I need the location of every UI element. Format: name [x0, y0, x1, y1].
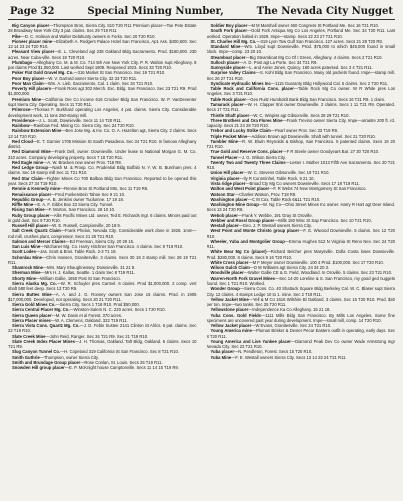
mine-entry	[8, 339, 197, 350]
mine-details: —D M Williams agt Sierra City. 24 34 20 3.	[249, 265, 330, 271]
mine-name: Schonlau Mine	[12, 254, 42, 260]
mine-details: —1111 Mills Bldg San Francisco. By Mills Los Angeles. Some fine specimens are uncovered past year during development. Impe—small mill, comp. 14 T20 R10.	[206, 312, 395, 323]
mine-details: —Alleghany Co. M. & M. Co. 714 5th Ave New York City. P. R. Walton supt Alleghany. 8 pat claims Prod $1,050,000. Last worked Sept 1909. Reopened 1923. Secs 33 T20 R10.	[8, 59, 197, 71]
mine-entry	[8, 86, 197, 97]
mine-details: —W. V. Garrard owner Sierra City. 32 33 T20 R11.	[44, 75, 138, 81]
mine-name: Warren-North Fork Gravel Mines	[210, 275, 276, 281]
mine-details: —Walter Gallie CE & G. Field, Woodland. In Oroville. 5 claims. Sec 23 T21 R10.	[243, 270, 393, 276]
mine-entry	[207, 28, 396, 39]
mine-entry	[207, 328, 396, 339]
mine-details: —Elizabeth A. Rodgers Palace Hotel San Francisco, Ap1 Ass. $400,600. Sec 13 14 23 24 T20 R10.	[8, 38, 197, 50]
mine-details: —Table Rock Mg Co owner. W R White pres Los Angeles. Sec 3 T21 R10.	[206, 86, 395, 97]
mine-name: Thistle Shaft placer	[210, 112, 250, 118]
mine-details: —S. Kohl Bldg San Francisco. Many old pockets found. Impe—stamp mill. Sec 26 27 T21 R10.	[206, 70, 395, 81]
mine-name: Sierra Buttes Mine	[12, 291, 52, 297]
mine-entry	[8, 107, 197, 118]
mine-details: —Sierra City. Secs 1 T19 R10. Prod $50,000.	[55, 302, 140, 308]
mine-name: Poverty Hill placers	[12, 86, 52, 92]
mine-entry	[8, 281, 197, 292]
mine-details: —A. B. Jenkins owner Tuolumne. 17 19 18.	[43, 196, 124, 202]
mine-name: Yellow Jacket Mine	[210, 296, 249, 302]
mine-details: —M F Meyer owner Downieville. 100 4 Prod. $100,000. Sec 17 T20 R10.	[248, 259, 384, 265]
mine-details: —Nash M. & Prosp. Co. Prudential Bldg Buffalo N. Y. W. B. Burnham pres. 4 claims. Sec 19 stamp mill Sec 11 T21 R10.	[8, 165, 197, 176]
mine-name: Smith Guthrie	[12, 354, 40, 360]
mine-entry	[8, 97, 197, 108]
mine-name: Sherman Mine	[12, 270, 41, 276]
mine-name: Premium Mine	[12, 96, 42, 102]
mine-details: —Sec 14-20 Loreline & S. San Francisco, my good ged nuggets found. Sec 1 T21 R10. Worked.	[206, 275, 395, 287]
mine-name: Yuba placer	[210, 349, 235, 355]
mine-name: Russell Hill placer	[12, 223, 49, 229]
mine-details: —Ben Jose Mg. & Inv. Co. O. A. Hazelton agt, Sierra City. 2 claims. Secs 13 14 T20 R10.	[8, 128, 197, 139]
mine-name: Tumbler Mine	[210, 138, 238, 144]
mine-details: —Ily R Cunnninhel, Table Rock. 9 21 10.	[239, 175, 315, 181]
mine-name: Yuba Cons. Gold Fields	[210, 312, 262, 318]
mine-details: —Thomas F. Burkhard operating Los Angeles, 4 pat. claims. Sierra City. Considerable development work, 11 tons 250-stamp mill.	[8, 107, 197, 118]
mine-name: Pioneer placer mine	[12, 38, 53, 44]
mine-name: Sunnyside placer	[210, 65, 246, 71]
mine-details: —Geo. J. P. Westall owners Sierra City.	[238, 223, 312, 229]
mine-name: Rainbow	[12, 123, 30, 129]
mine-entry	[207, 228, 396, 239]
mine-details: —Plumas Brisker & Dexter Pecar Eastern outfit in operating, early days. Sec 8 T20 R11.	[206, 328, 395, 339]
mine-name: Rainbow Extension Mine	[12, 128, 62, 134]
mine-name: Table Rock placer	[210, 96, 247, 102]
mine-entry	[207, 118, 396, 129]
mine-details: —F R Steele owner Goodyears Bar. 27 30 T20 R10.	[282, 149, 380, 155]
mine-name: Shamrock Mine	[12, 265, 43, 271]
mine-name: White Cross placer	[210, 259, 249, 265]
mine-name: Republic Group	[12, 196, 44, 202]
mine-details: —Gold Fork Antiqua Mg Co Los Angeles, Portland Me. Sec 34 T20 R11. Last worked. Operation halted in 1929. Impe—stamp. Secs 22 23 27 T21 R10.	[206, 28, 395, 39]
mine-details: —Jas. Scott & Bros. Table Rock. 2-3 T1 19.	[35, 249, 117, 255]
mine-details: —W. A. Clemens, Oakland. 322 T19 R11.	[50, 317, 128, 323]
mine-name: Yellow Jacket placer	[210, 323, 252, 329]
mine-name: Sierra Vista Cons. Quartz Mg. Co.	[12, 323, 80, 329]
mine-name: Tamarack placer	[210, 101, 244, 107]
mine-details: —L. and Annie Jones, Quincy. 160 acres patented. Sec 3 4 T21 R11.	[245, 65, 373, 71]
mine-entry	[8, 365, 197, 370]
mine-details: —Ed Freeman, Sierra City. 20 29 15.	[65, 238, 135, 244]
mine-details: —Mrs. Mary Shaughnessey, Downieville. 31 21 9.	[42, 265, 136, 271]
mine-details: —Frank Dell, owner. Downieville. Under lease to National Morgan G. M. Co. 310 acres. Company developing property. Secs 7 18 T20 R11.	[8, 149, 197, 160]
mine-details: —Geo Ruitz Humboldt Bank Bldg San Francisco. Secs 16 T21 R9. 1 claim.	[246, 96, 386, 102]
mine-name: Riffle Mine	[12, 202, 34, 208]
mine-details: —Frank Ross agt 302 Merch. Exc. Bldg. San Francisco. Sec 23 T21 R9. Prod $1,000,000.	[8, 86, 197, 97]
mine-details: —E. P. McKnight house Camptonville. Secs 11 14 15 T19 R9.	[64, 365, 179, 371]
mine-entry	[8, 176, 197, 187]
mine-details: —Yell & M Co 1616 Wilshire Bl Oakland. 3 claims. Sec 15 T20 R10. Prod. $40 per ton. Impe—two tanks. Sec 25 T20 R11.	[206, 296, 395, 308]
mine-name: Scott Lodes	[12, 249, 36, 255]
mine-details: —E. T. Garnier 1705 Mission St South Pasadena. Sec 34 T21 R10. In famous Alleghany district.	[8, 138, 197, 150]
mine-details: —Independence Ka Co Alleghany. 15 21 18.	[248, 307, 331, 313]
mine-name: Steamboat placer	[210, 54, 246, 60]
mine-details: —Diamond Peak Dev Co owner Wade Armstrong mgr Nevada City. Sec 23 T21 R10.	[206, 338, 395, 350]
mine-name: Union Hill placer	[210, 170, 244, 176]
mine-name: Yellowstone placer	[210, 307, 249, 313]
mine-name: Webob placer	[210, 212, 238, 218]
page-header	[8, 6, 395, 19]
mine-details: —William Gallie, 1650 Post St San Francisco.	[35, 275, 121, 281]
mine-name: Three Brothers and Ora Flores Mine	[210, 117, 283, 123]
mine-name: Pleasant View placer	[12, 49, 55, 55]
mine-details: —W. C. Winpiss agt Gibsonville. Secs 28 29 T21 R10.	[249, 112, 350, 118]
mine-details: —Nitchaner Mg. Co. Harry Hitchner San Francisco. 4 claims. Sec 9 T19 R10.	[40, 244, 184, 250]
mine-name: Walton and West Point placer	[210, 186, 270, 192]
mine-details: —Charles Watson, Prov. T18 R9.	[234, 191, 297, 197]
mine-name: Ruby Group placer	[12, 212, 50, 218]
mine-details: —Frank Phelan, Nevada City. Considerable work done in 1928. 1mm—rod mill, crushes plant, compressor. Secs 21 28 T21 R10.	[8, 228, 197, 239]
mine-name: Shorty Mine	[12, 275, 36, 281]
mine-details: —W. C. Stevens Gibsonville. Sec 19 T21 R10.	[243, 170, 330, 176]
mine-details: —Lester I. Mather 1013 Fifth Ave Sacramento. Sec 20 T21 R10.	[206, 159, 395, 171]
mine-details: —Pearl owner Prov. Sec 33 T19 R9.	[270, 128, 339, 134]
mine-name: Watson Star	[210, 191, 235, 197]
mine-name: Virginia placer	[210, 175, 240, 181]
mine-details: —E. A. F. Gibbs Box 33 Sierra City. Tunnel.	[33, 202, 114, 208]
mine-entry	[8, 49, 197, 60]
mine-details: —Wm. Lloyd supt Downieville. Prod. $75,000 to which $45,000 found in small block. Impe—comp. 23 20 10.	[206, 44, 395, 55]
mine-entry	[8, 60, 197, 71]
mine-name: Salmon and Mercer Claims	[12, 238, 66, 244]
mine-name: Young America mine	[210, 328, 252, 334]
mine-details: —J. G. Wilson Sierra City.	[237, 154, 286, 160]
mine-entry	[207, 355, 396, 360]
mine-name: Poor Man Claim	[12, 80, 44, 86]
mine-name: Twenty Two and Twenty Three Claims	[210, 159, 286, 165]
mine-name: Woodville placer	[210, 270, 244, 276]
mine-entry	[207, 160, 396, 171]
mine-name: Wilson Gulch Claim	[210, 265, 250, 271]
mine-details: —Thompson, owner Sierra City.	[39, 354, 99, 360]
mine-name: Rennie & Kennedy mine	[12, 186, 60, 192]
mine-name: Triple Pocket Mine	[210, 133, 248, 139]
mine-details: —Frank Y. Webbe, 191 Gray St Oroville.	[237, 212, 313, 218]
mine-name: Soldier Boy placer	[210, 23, 248, 28]
mine-details: —Sierra Cons. Co. 40 Shattuck Square Bldg Berkeley Cal. W. C. Blaser supt Sierra City. 12 claims. 4 stamps Ledge 10 to 1. mine. Sec 2 T19 R11.	[206, 286, 395, 297]
mine-name: Slate Creek Mine	[12, 333, 46, 339]
mine-name: South Fork placer	[210, 28, 247, 34]
mine-entry	[8, 213, 197, 224]
mine-details: —Chris Hansen, Granitesville. 3 claims. Secs 30 19 3 stamp mill. Sec 28 19 T21 R11.	[8, 254, 197, 265]
mine-details: —W. R. Schuyler pres Carmel. 6 claims. Prod $1,000,000. 2 comp. vert shaft 580 feet deep. Secs 13 T20 R9.	[8, 281, 197, 292]
mine-details: —Big Steamboat Mg Co Of I Green, Alleghany. 4 claims. Secs 2 T21 R10.	[245, 54, 383, 60]
mine-name: Red Ledge Group	[12, 165, 49, 171]
mine-name: Sierra Gold Mines Co.	[12, 302, 56, 308]
mine-entry	[207, 202, 396, 213]
mine-name: Pike	[12, 33, 21, 39]
mine-name: Primrose	[12, 107, 31, 113]
mine-name: Plumbago	[12, 59, 33, 65]
mine-entry	[8, 23, 197, 34]
mine-name: Sierra Queen placer	[12, 312, 52, 318]
mine-entry	[8, 228, 197, 239]
mine-entry	[207, 239, 396, 250]
mine-name: Slug Canyon Tunnel Co.	[12, 349, 61, 355]
mine-name: Westall placer	[210, 223, 239, 229]
mine-entry	[207, 339, 396, 350]
mine-name: Standard Mine	[210, 44, 241, 50]
mine-name: Renaissance placer	[12, 191, 52, 197]
mine-details: —Mills 180 Wisc St Sap Francisco. Sec 10 T21 R10.	[274, 217, 372, 223]
mine-details: —A. D. Post agt La Porte. Sec 34 T21 R9.	[239, 59, 318, 65]
mine-details: —F. E. Wiwood Downieville. 5 claims. Sec 12 T20 R10.	[206, 228, 395, 239]
mine-name: Tunnel Placer	[210, 154, 238, 160]
right-column	[207, 23, 396, 501]
mine-entry	[8, 165, 197, 176]
mine-details: —M. W. Davis et al Forest. 370 acres.	[51, 312, 123, 318]
mine-name: Sulloch placer	[210, 59, 240, 65]
mine-name: Poor Boy placer	[12, 75, 45, 81]
left-column	[8, 23, 197, 501]
header-rule	[8, 19, 395, 20]
mine-entry	[207, 139, 396, 150]
mine-entry	[207, 249, 396, 260]
text-columns	[8, 23, 395, 501]
mine-details: —Broad Cty Mg Co owners Downieville. Secs 17 18 T19 R11.	[245, 180, 360, 186]
mine-details: —Frank Trevino owner Sierra City. Impe—arrastre 200 ft. rd. capacity. Secs 21 24 28 T20 R10.	[206, 117, 395, 129]
mine-name: West Point and Monte Christo group placer	[210, 228, 300, 234]
mine-details: —Richard Belcher pres Marysville. Dolla Costa loses Downieville. Prod. $280,000. 8 claims. Secs 9 16 T20 R10.	[206, 249, 395, 260]
mine-entry	[207, 276, 396, 287]
mine-name: Sierra Alaska Mg. Co.	[12, 281, 57, 287]
mine-entry	[8, 323, 197, 334]
mine-name: True Gold and Reserve Cons. placer	[210, 149, 283, 155]
mine-details: —A. W. Bracken new owner Prov. T18 R8.	[43, 159, 122, 165]
mine-name: White Bear Mg Co (placer)	[210, 249, 267, 255]
mine-details: —D. C. Holman and Walter Delahunty owners in Forks. Sec 20 T20 R10.	[20, 33, 156, 39]
mine-details: —R. W. Elwin Reynolds & Bishop, San Francisco. 5 patented claims. Secs 19 20 T21 R10.	[206, 138, 395, 150]
mine-details: —Addison Brown agt Downieville. Shaft with tunnel. Sec 21 T20 R10.	[247, 133, 376, 139]
mine-entry	[8, 39, 197, 50]
mine-name: Sierra Central Placer Mg. Co.	[12, 307, 70, 313]
mine-details: —Rainbow Fed. Mining Co. Sierra City. Sec 24 T20 R10.	[29, 123, 135, 129]
mine-details: —J. H. Thomas, Oakland. Taft Bldg, Oakland. 5 claims. Secs 10 T21 R9.	[8, 338, 197, 350]
mine-entry	[8, 149, 197, 160]
mine-entry	[207, 86, 396, 97]
mine-entry	[8, 292, 197, 303]
mine-name: Salt Creek Quartz Claim	[12, 228, 61, 234]
mine-name: Big Canyon placer	[12, 23, 50, 28]
mine-name: Table Rock and California Cons. placer	[210, 86, 294, 92]
mine-name: Washington Mine Group	[210, 202, 259, 208]
issue-title: Special Mining Number,	[87, 6, 224, 17]
mine-name: Yuba Mine	[210, 354, 232, 360]
mine-name: St. Charles Hill Mg. Co.	[210, 38, 257, 44]
mine-details: —J. L. Scott, Downieville. Secs 11 14 T20 R11.	[34, 117, 122, 123]
mine-details: —Thompson Bros, Sierra City. 810 T20 R11 Premium placer—Toe Pete Estate 28 Broadway New York City 3 pat. claims. Sec 29 T19 R11	[8, 23, 197, 34]
mine-name: Snowden Hill group placer	[12, 365, 65, 371]
mine-name: Washington placer	[210, 196, 248, 202]
mine-details: —W. Ng Co—Ohio Street Mines Inc owner. Harry R Hart agt Deer Island. Secs 13 24 T20 R8.	[206, 202, 395, 213]
mine-details: —A. A. and J. G. Rooney owners San Jose 15 claims. Prod. in 1905 $17,000,000. Developed, not operating. Secs 20 21 T20 R11.	[8, 291, 197, 302]
mine-details: —319 Lyon Tow Gulf San Francisco. 127 acres. Secs 21 28 T20 R8.	[256, 38, 383, 44]
mine-name: Syndicate Hydraulic Mines Inc	[210, 80, 271, 86]
mine-name: Surprise Valley Claims	[210, 70, 256, 76]
mine-name: Sierra Placer mines	[12, 317, 51, 323]
mine-name: Smith and Brundage Group placer	[12, 360, 81, 365]
mine-entry	[207, 313, 396, 324]
mine-entry	[8, 128, 197, 139]
mine-details: —Wm. A. Lieb. Sacramento, Cal. 1 claim. Sec 34 T21 R10.	[43, 80, 154, 86]
mine-name: Wheeler, Yuba and Montgolier Group	[210, 238, 285, 244]
mine-entry	[8, 139, 197, 150]
mine-details: —Fighter Mines Co 700 Balboa Bldg San Francisco. Reported to be opened this year. Secs 27 34 T19 R10.	[8, 175, 197, 186]
mine-details: —W Evans, Granitesville. Sec 24 T21 R10.	[251, 323, 332, 329]
mine-name: San Luis Mine	[12, 244, 41, 250]
mine-details: —J. D. Feble trustee 2141 Clinton St Ahlcs. 5 pat. claims. Sec 22 T19 R10.	[8, 323, 197, 334]
mine-name: Vista ridge placer	[210, 180, 246, 186]
page-number: Page 32	[10, 6, 55, 17]
mine-details: —Fred Funkenstein Tahoe Sec 9 21 10.	[51, 191, 126, 197]
mine-details: —Emma Hughes 512 N Virginia St Reno Nev. Sec 24 T20 R11.	[206, 238, 395, 250]
mine-name: Red Eagle mine	[12, 159, 44, 165]
mine-details: —Rennie Bros St Portland Mtn, Sec 11 T19 R6.	[59, 186, 149, 192]
mine-entry	[207, 44, 396, 55]
mine-details: —C M Cox, Table Rock 6&11 T21 R10.	[247, 196, 321, 202]
mine-details: —H. Copeland 319 California St San Francisco. Sec 8 T21 R10.	[60, 349, 179, 355]
mine-name: Trebor and Lucky Strike Claim	[210, 128, 271, 134]
mine-details: —W. H. Clapper Itnit owner Downieville. 2 claims. Secs 1 11 T21 R9. Operated. Secs 17 T21 R11.	[206, 101, 395, 113]
mine-entry	[207, 286, 396, 297]
mine-details: —Winston-Salem N. C. 220 acres. Secs 1 T20 R10.	[69, 307, 166, 313]
mine-details: —Rose Conlan, St. Louis. Secs 25 T19 R11.	[80, 360, 163, 365]
mine-entry	[207, 70, 396, 81]
mine-name: Poker Flat Gold Gravel Mg. Co.	[12, 70, 74, 76]
mine-details: —Allis Pacific Mines Ltd. owner, Ted E. Richards mgr. 6 claims. Minors paid out in gold dust. Sec 9 T20 R10.	[8, 212, 197, 223]
mine-details: —F. R Webs 74 New Montgomery St San Francisco.	[269, 186, 367, 192]
mine-name: Young America and Live Yankee placer	[210, 338, 291, 344]
mine-details: —John Reid, Ranger. Sec 34 T21 R9. Sec 21 T19 R10.	[45, 333, 149, 339]
mine-details: —F. E. Westall owners Sierra City. Secs 13 14 23 24 T21 R11.	[231, 354, 347, 360]
mine-details: —M M Marshall owner 460 Congress St Portland Me. Sec 16 T21 R10.	[247, 23, 379, 28]
mine-details: —California Ore Co income 616 Crocker Bldg San Francisco. W. P. VanDeventer supt Sierra City. Operating. Secs 11 T20 R11.	[8, 96, 197, 107]
mine-details: —E. L. Cleveland agt 238 Oakland Bldg Sacramento. Prod. $160,000. 230 acres. Near Cuba-ville. Secs 18 T20 R10.	[8, 49, 197, 60]
mine-name: Slate Creek Index Placer Mines	[12, 338, 75, 344]
mine-entry	[207, 102, 396, 113]
mine-details: —W. E. Russell, Campionville, 20 18 9.	[48, 223, 121, 229]
mine-details: —N. Pendleton, Forest. Secs 15 T20 R10.	[234, 349, 313, 355]
mine-name: Red Cloud	[12, 138, 33, 144]
mine-name: Red Diamond Mine	[12, 149, 51, 155]
mine-details: —1115 Guaranty Bldg Hollywood Cal. 5 claims. Sec 2 T20 R11.	[270, 80, 389, 86]
mine-name: Red Star Claim	[12, 175, 43, 181]
publication-title: The Nevada City Nugget	[256, 6, 393, 17]
mine-name: Webber and Rossl Group placer	[210, 217, 275, 223]
mine-details: —F. Morton, San Francisco. 28 10 10.	[44, 207, 116, 213]
mine-name: Rising Sun Mine	[12, 207, 45, 213]
mine-details: —Mrs H. J. Kallas, Seattle. 1 claim Sec 8 T19 R11.	[40, 270, 135, 276]
mine-entry	[207, 297, 396, 308]
mine-name: Providence	[12, 117, 35, 123]
mine-name: Wonder Group	[210, 286, 240, 292]
mine-entry	[8, 255, 197, 266]
mine-details: —316 Market St San Francisco. Sec 19 T21 R10.	[73, 70, 166, 76]
